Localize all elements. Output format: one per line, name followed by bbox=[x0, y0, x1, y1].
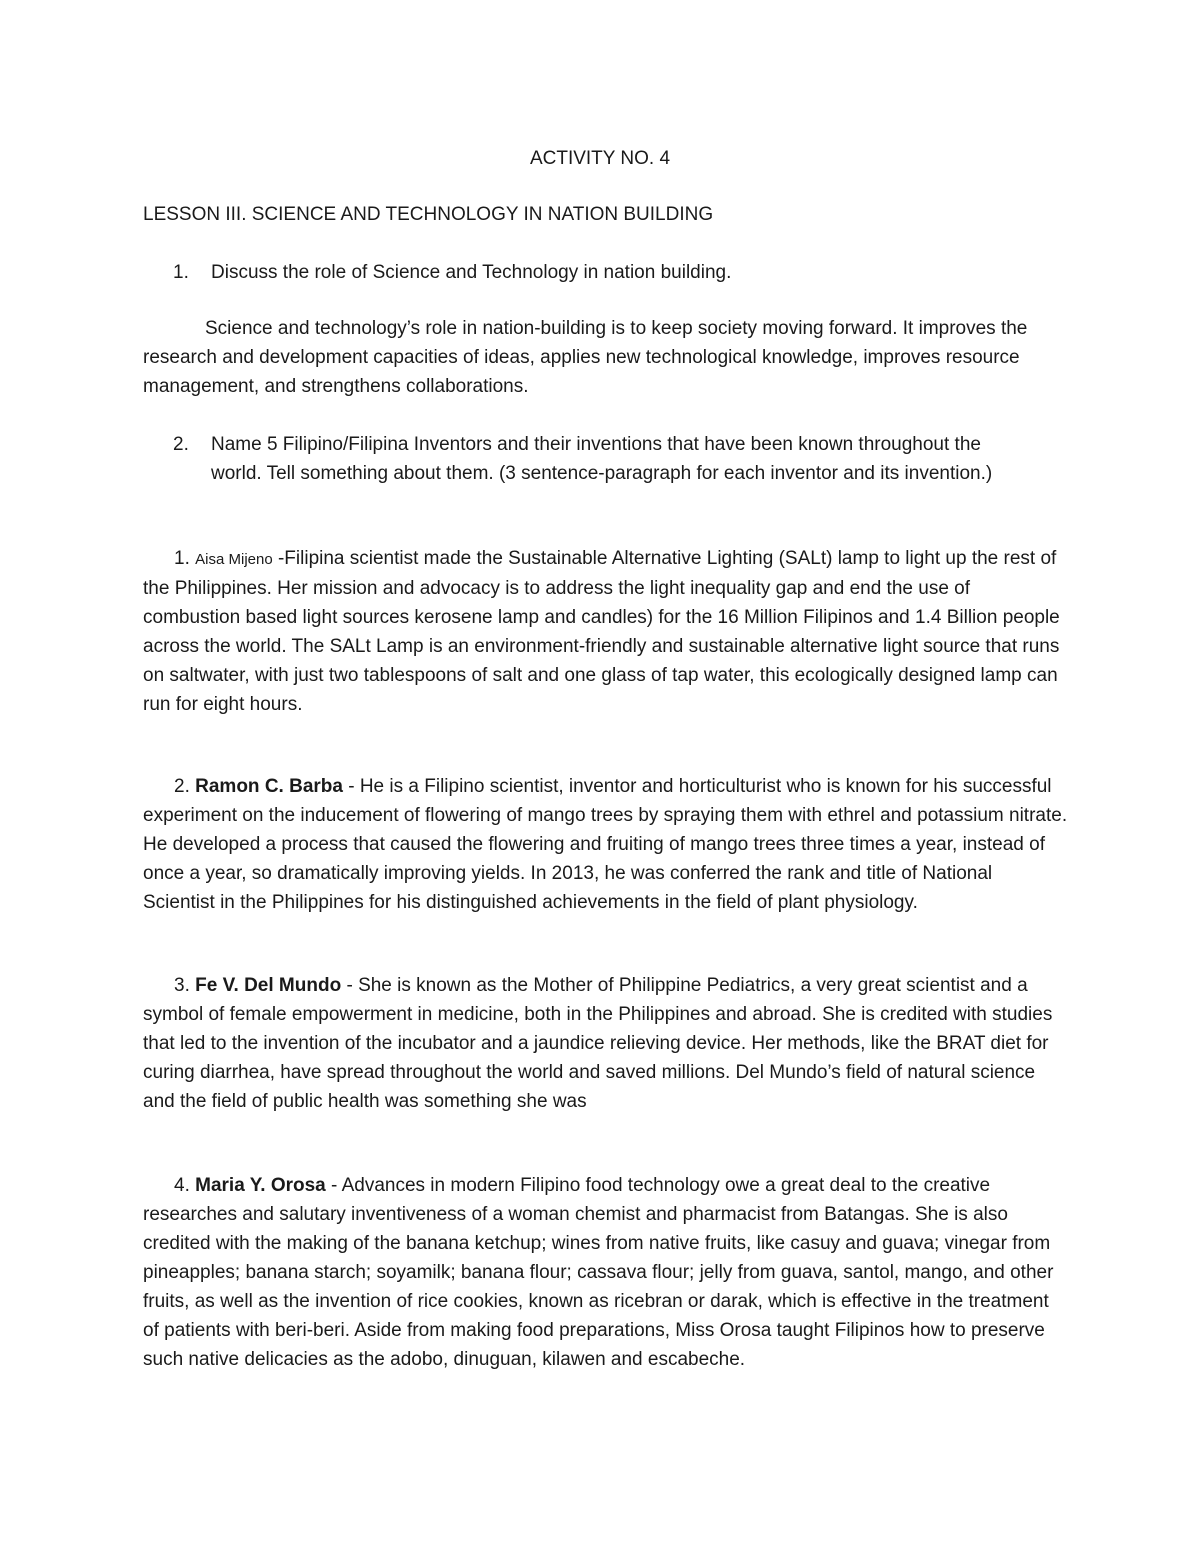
inventor-description: - He is a Filipino scientist, inventor and horticulturist who is known for his successful experiment on the inducement of flowering of mango trees by spraying them with ethrel and potassium nitrate. He developed a process that caused the flowering and fruiting of mango trees three times a year, instead of once a year, so dramatically improving yields. In 2013, he was conferred the rank and title of National Scientist in the Philippines for his distinguished achievements in the field of plant physiology. bbox=[143, 776, 1068, 913]
inventor-description: -Filipina scientist made the Sustainable Alternative Lighting (SALt) lamp to light up the rest of the Philippines. Her mission and advocacy is to address the light inequality gap and end the use of combustion based light sources kerosene lamp and candles) for the 16 Million Filipinos and 1.4 Billion people across the world. The SALt Lamp is an environment-friendly and sustainable alternative light source that runs on saltwater, with just two tablespoons of salt and one glass of tap water, this ecologically designed lamp can run for eight hours. bbox=[143, 548, 1060, 715]
inventor-paragraph-4 bbox=[143, 1171, 1068, 1374]
answer-paragraph: Science and technology’s role in nation-building is to keep society moving forward. It improves the research and development capacities of ideas, applies new technological knowledge, improves resource management, and strengthens collaborations. bbox=[143, 318, 1028, 397]
inventor-name: Maria Y. Orosa bbox=[195, 1175, 326, 1196]
activity-title: ACTIVITY NO. 4 bbox=[529, 148, 671, 169]
inventor-number: 2. bbox=[174, 776, 190, 797]
question-number: 2. bbox=[173, 434, 189, 455]
question-text: Discuss the role of Science and Technology in nation building. bbox=[211, 262, 732, 283]
inventor-number: 4. bbox=[174, 1175, 190, 1196]
question-number: 1. bbox=[173, 262, 189, 283]
inventor-name: Ramon C. Barba bbox=[195, 776, 343, 797]
inventor-paragraph-1 bbox=[143, 544, 1068, 719]
inventor-description: - She is known as the Mother of Philippine Pediatrics, a very great scientist and a symbol of female empowerment in medicine, both in the Philippines and abroad. She is credited with studies that led to the invention of the incubator and a jaundice relieving device. Her methods, like the BRAT diet for curing diarrhea, have spread throughout the world and saved millions. Del Mundo’s field of natural science and the field of public health was something she was bbox=[143, 975, 1053, 1112]
inventor-description: - Advances in modern Filipino food technology owe a great deal to the creative researches and salutary inventiveness of a woman chemist and pharmacist from Batangas. She is also credited with the making of the banana ketchup; wines from native fruits, like casuy and guava; vinegar from pineapples; banana starch; soyamilk; banana flour; cassava flour; jelly from guava, santol, mango, and other fruits, as well as the invention of rice cookies, known as ricebran or darak, which is effective in the treatment of patients with beri-beri. Aside from making food preparations, Miss Orosa taught Filipinos how to preserve such native delicacies as the adobo, dinuguan, kilawen and escabeche. bbox=[143, 1175, 1054, 1370]
inventor-paragraph-3 bbox=[143, 971, 1068, 1116]
inventor-name: Fe V. Del Mundo bbox=[195, 975, 342, 996]
inventor-number: 3. bbox=[174, 975, 190, 996]
question-text: Name 5 Filipino/Filipina Inventors and their inventions that have been known throughout the world. Tell something about them. (3 sentence-paragraph for each inventor and its invention.) bbox=[211, 434, 993, 484]
inventor-paragraph-2 bbox=[143, 772, 1068, 917]
question-2 bbox=[143, 430, 1013, 488]
question-1 bbox=[143, 258, 1013, 287]
inventor-name: Aisa Mijeno bbox=[195, 551, 273, 568]
lesson-heading: LESSON III. SCIENCE AND TECHNOLOGY IN NATION BUILDING bbox=[143, 204, 714, 225]
inventor-number: 1. bbox=[174, 548, 190, 569]
